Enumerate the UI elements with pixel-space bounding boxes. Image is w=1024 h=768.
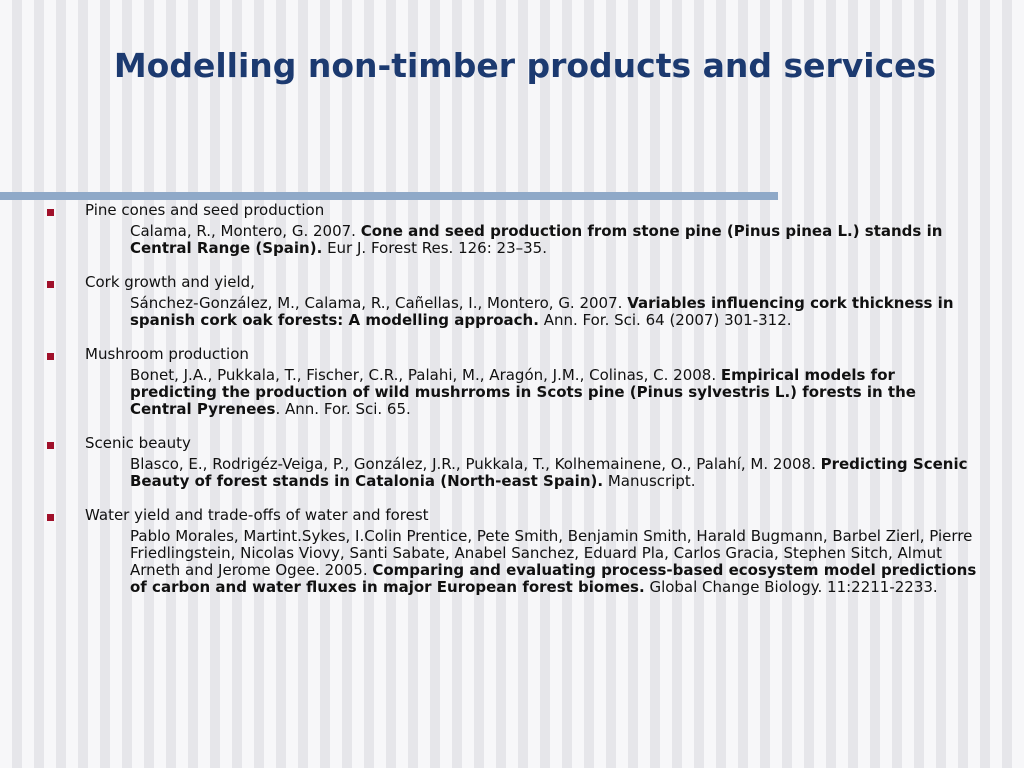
reference: [130, 367, 980, 418]
reference-title: Empirical models for predicting the production of wild mushrroms in Scots pine (Pinus sylvestris L.) forests in the Central Pyrenees: [130, 366, 916, 418]
reference-authors: Calama, R., Montero, G. 2007.: [130, 222, 361, 240]
reference-title: Variables influencing cork thickness in spanish cork oak forests: A modelling approach.: [130, 294, 954, 329]
reference-source: Eur J. Forest Res. 126: 23–35.: [322, 239, 547, 257]
reference-authors: Bonet, J.A., Pukkala, T., Fischer, C.R., Palahi, M., Aragón, J.M., Colinas, C. 2008.: [130, 366, 721, 384]
topic-heading: Water yield and trade-offs of water and forest: [85, 506, 429, 524]
square-bullet-icon: [47, 442, 54, 449]
square-bullet-icon: [47, 209, 54, 216]
title-divider: [0, 192, 778, 200]
reference-title: Cone and seed production from stone pine (Pinus pinea L.) stands in Central Range (Spain).: [130, 222, 943, 257]
topic-heading: Mushroom production: [85, 345, 249, 363]
reference-title: Comparing and evaluating process-based ecosystem model predictions of carbon and water fluxes in major European forest biomes.: [130, 561, 977, 596]
list-item: [44, 507, 984, 596]
list-item: [44, 435, 984, 490]
square-bullet-icon: [47, 281, 54, 288]
square-bullet-icon: [47, 514, 54, 521]
list-item: [44, 202, 984, 257]
reference: [130, 295, 980, 329]
reference-source: Global Change Biology. 11:2211-2233.: [644, 578, 938, 596]
list-item: [44, 274, 984, 329]
reference-authors: Pablo Morales, Martint.Sykes, I.Colin Prentice, Pete Smith, Benjamin Smith, Harald Bugmann, Barbel Zierl, Pierre Friedlingstein, Nicolas Viovy, Santi Sabate, Anabel Sanchez, Eduard Pla, Carlos Gracia, Stephen Sitch, Almut Arneth and Jerome Ogee. 2005.: [130, 527, 973, 579]
reference: [130, 456, 980, 490]
reference-source: Manuscript.: [603, 472, 696, 490]
reference-list: [44, 202, 984, 613]
topic-heading: Cork growth and yield,: [85, 273, 255, 291]
topic-heading: Pine cones and seed production: [85, 201, 325, 219]
reference: [130, 223, 980, 257]
reference-source: . Ann. For. Sci. 65.: [275, 400, 411, 418]
reference-title: Predicting Scenic Beauty of forest stands in Catalonia (North-east Spain).: [130, 455, 968, 490]
reference-authors: Sánchez-González, M., Calama, R., Cañellas, I., Montero, G. 2007.: [130, 294, 628, 312]
reference-authors: Blasco, E., Rodrigéz-Veiga, P., González, J.R., Pukkala, T., Kolhemainene, O., Palahí, M. 2008.: [130, 455, 821, 473]
reference-source: Ann. For. Sci. 64 (2007) 301-312.: [538, 311, 792, 329]
square-bullet-icon: [47, 353, 54, 360]
slide-title: Modelling non-timber products and services: [113, 46, 937, 85]
reference: [130, 528, 980, 596]
topic-heading: Scenic beauty: [85, 434, 191, 452]
list-item: [44, 346, 984, 418]
